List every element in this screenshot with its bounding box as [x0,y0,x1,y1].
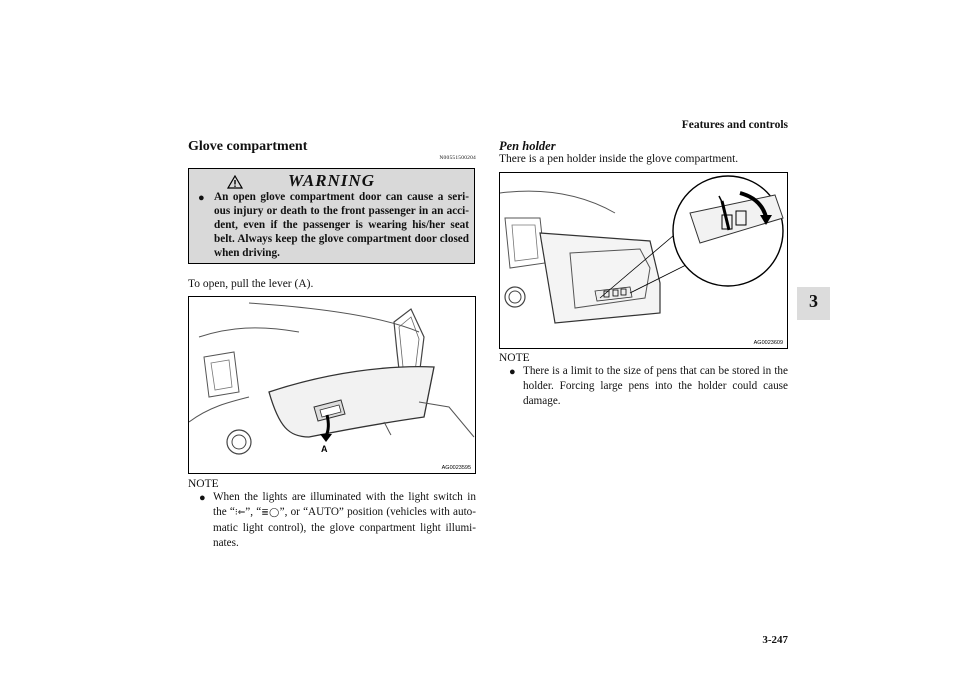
section-code: N00551500204 [439,155,476,161]
bullet-icon: ● [199,492,206,504]
note-text-2: There is a limit to the size of pens that can be stored in the holder. Forcing large pens into the holder could cause damage. [523,365,788,407]
note-label-1: NOTE [188,478,219,490]
page-number: 3-247 [762,634,788,646]
warning-title: WARNING [288,171,375,190]
page-header-title: Features and controls [681,119,788,131]
warning-text: An open glove compartment door can cause a seri-ous injury or death to the front passenger in an acci-dent, even if the passenger is wearing his/her seat belt. Always keep the glove compartment door closed when driving. [214,191,469,259]
figure-code-1: AG0023595 [441,465,471,471]
note-text-part: When the lights are illuminated with the light switch in the “ [213,491,476,518]
section-heading-glove-compartment: Glove compartment [188,139,308,154]
callout-a: A [321,444,328,454]
note-label-2: NOTE [499,352,530,364]
note-text-part: ”, “ [245,506,262,518]
pen-holder-illustration [499,172,788,349]
open-instruction: To open, pull the lever (A). [188,278,314,290]
bullet-icon: ● [509,366,516,378]
note-text-1 [213,490,476,551]
bullet-icon: ● [198,192,205,204]
headlamp-icon: ≣◯ [261,508,280,518]
section-heading-pen-holder: Pen holder [499,139,556,153]
note-text-part: ”, or “AUTO” position (vehicles with auto-matic light control), the glove conpartment light illumi-nates. [213,506,476,549]
pen-holder-description: There is a pen holder inside the glove compartment. [499,153,739,165]
glove-compartment-illustration [188,296,476,474]
chapter-tab-number: 3 [809,291,818,311]
figure-code-2: AG0023609 [753,340,783,346]
tail-lamp-icon: ⁝⇐ [234,508,246,518]
